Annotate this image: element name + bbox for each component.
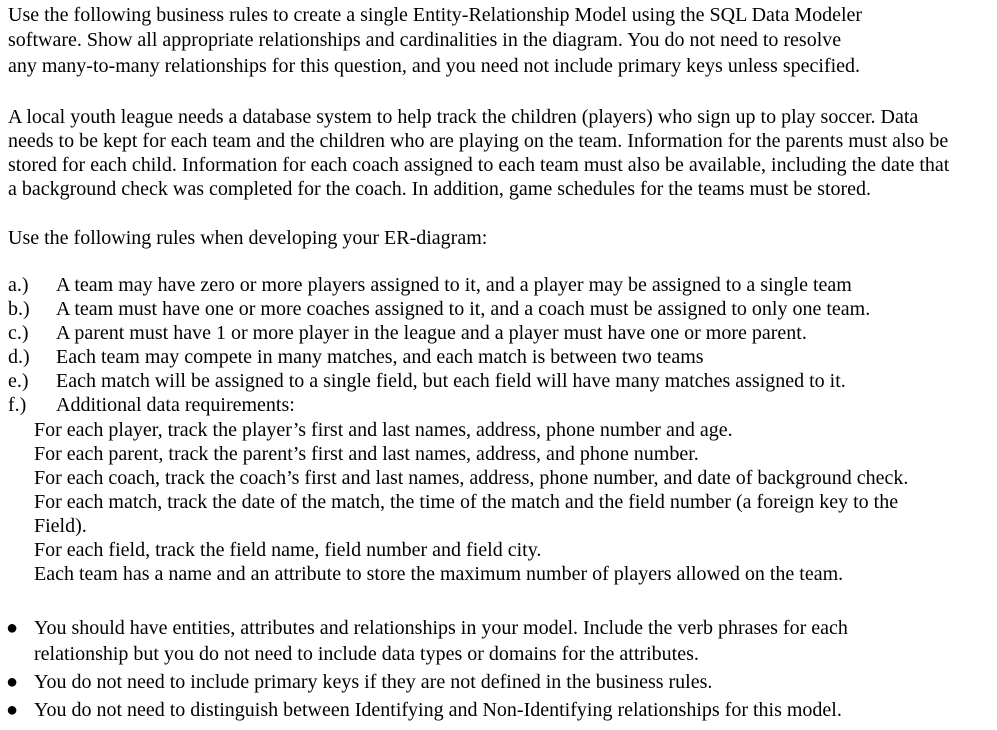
bullet-text: You do not need to distinguish between Identifying and Non-Identifying relationships for this model. — [34, 699, 842, 721]
rule-text: Each team may compete in many matches, and each match is between two teams — [56, 346, 704, 368]
scenario-line: needs to be kept for each team and the children who are playing on the team. Information for the parents must also be — [8, 130, 949, 152]
bullet-icon: ● — [6, 699, 19, 721]
rules-heading: Use the following rules when developing your ER-diagram: — [8, 227, 488, 249]
rule-label: d.) — [8, 346, 30, 368]
bullet-icon: ● — [6, 671, 19, 693]
rule-text: A parent must have 1 or more player in the league and a player must have one or more parent. — [56, 322, 807, 344]
requirement-line: Field). — [34, 515, 87, 537]
scenario-line: stored for each child. Information for each coach assigned to each team must also be available, including the date that — [8, 154, 950, 176]
intro-line: software. Show all appropriate relationships and cardinalities in the diagram. You do not need to resolve — [8, 29, 842, 51]
intro-line: Use the following business rules to create a single Entity-Relationship Model using the SQL Data Modeler — [8, 4, 863, 26]
rule-text: A team may have zero or more players assigned to it, and a player may be assigned to a single team — [56, 274, 852, 296]
requirement-line: Each team has a name and an attribute to store the maximum number of players allowed on the team. — [34, 563, 844, 585]
rule-label: c.) — [8, 322, 29, 344]
scenario-line: a background check was completed for the coach. In addition, game schedules for the teams must be stored. — [8, 178, 872, 200]
rule-label: b.) — [8, 298, 30, 320]
requirement-line: For each match, track the date of the match, the time of the match and the field number (a foreign key to the — [34, 491, 899, 513]
intro-line: any many-to-many relationships for this question, and you need not include primary keys unless specified. — [8, 55, 861, 77]
rule-text: Additional data requirements: — [56, 394, 295, 416]
rule-label: a.) — [8, 274, 29, 296]
bullet-text: You do not need to include primary keys if they are not defined in the business rules. — [34, 671, 713, 693]
rule-text: Each match will be assigned to a single field, but each field will have many matches assigned to it. — [56, 370, 846, 392]
requirement-line: For each parent, track the parent’s first and last names, address, and phone number. — [34, 443, 699, 465]
requirement-line: For each field, track the field name, field number and field city. — [34, 539, 542, 561]
requirement-line: For each coach, track the coach’s first and last names, address, phone number, and date of background check. — [34, 467, 909, 489]
requirement-line: For each player, track the player’s first and last names, address, phone number and age. — [34, 419, 733, 441]
bullet-icon: ● — [6, 617, 19, 639]
bullet-text: relationship but you do not need to include data types or domains for the attributes. — [34, 643, 699, 665]
scenario-line: A local youth league needs a database system to help track the children (players) who sign up to play soccer. Data — [8, 106, 919, 128]
bullet-text: You should have entities, attributes and relationships in your model. Include the verb phrases for each — [34, 617, 848, 639]
rule-label: e.) — [8, 370, 29, 392]
rule-text: A team must have one or more coaches assigned to it, and a coach must be assigned to only one team. — [56, 298, 871, 320]
rule-label: f.) — [8, 394, 27, 416]
